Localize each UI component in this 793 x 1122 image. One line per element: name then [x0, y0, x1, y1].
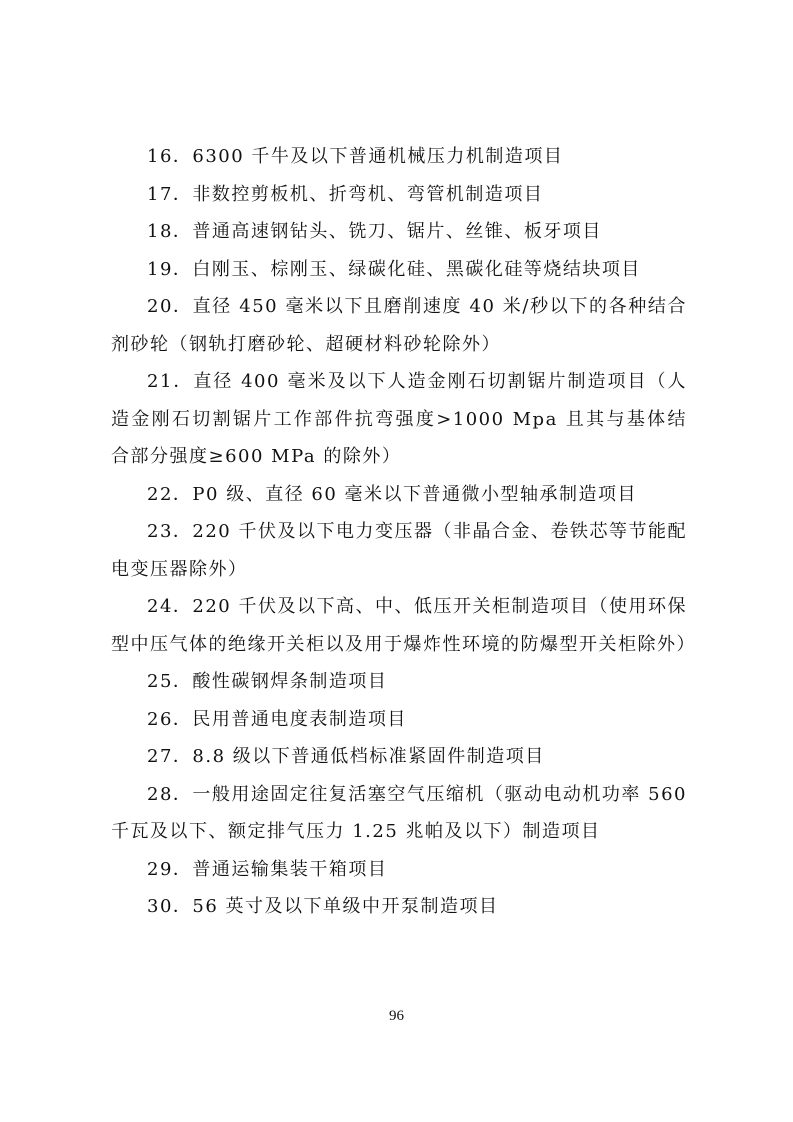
- list-item: 23．220 千伏及以下电力变压器（非晶合金、卷铁芯等节能配电变压器除外）: [111, 521, 687, 580]
- item-list: [111, 138, 696, 926]
- list-item: 25．酸性碳钢焊条制造项目: [147, 671, 388, 692]
- list-item: 16．6300 千牛及以下普通机械压力机制造项目: [147, 146, 564, 167]
- list-item: 24．220 千伏及以下高、中、低压开关柜制造项目（使用环保型中压气体的绝缘开关柜以及用于爆炸性环境的防爆型开关柜除外）: [111, 596, 696, 655]
- list-item: 18．普通高速钢钻头、铣刀、锯片、丝锥、板牙项目: [147, 221, 602, 242]
- page-number: 96: [389, 1008, 404, 1024]
- list-item: 20．直径 450 毫米以下且磨削速度 40 米/秒以下的各种结合剂砂轮（钢轨打磨砂轮、超硬材料砂轮除外）: [111, 296, 687, 355]
- list-item: 19．白刚玉、棕刚玉、绿碳化硅、黑碳化硅等烧结块项目: [147, 258, 641, 280]
- list-item: 17．非数控剪板机、折弯机、弯管机制造项目: [147, 183, 544, 205]
- list-item: 30．56 英寸及以下单级中开泵制造项目: [147, 896, 499, 917]
- list-item: 29．普通运输集装干箱项目: [147, 858, 388, 880]
- list-item: 21．直径 400 毫米及以下人造金刚石切割锯片制造项目（人造金刚石切割锯片工作部件抗弯强度>1000 Mpa 且其与基体结合部分强度≥600 MPa 的除外）: [111, 371, 687, 467]
- list-item: 26．民用普通电度表制造项目: [147, 708, 407, 730]
- list-item: 27．8.8 级以下普通低档标准紧固件制造项目: [147, 746, 545, 767]
- list-item: 22．P0 级、直径 60 毫米以下普通微小型轴承制造项目: [147, 483, 638, 505]
- list-item: 28．一般用途固定往复活塞空气压缩机（驱动电动机功率 560 千瓦及以下、额定排气压力 1.25 兆帕及以下）制造项目: [111, 783, 687, 842]
